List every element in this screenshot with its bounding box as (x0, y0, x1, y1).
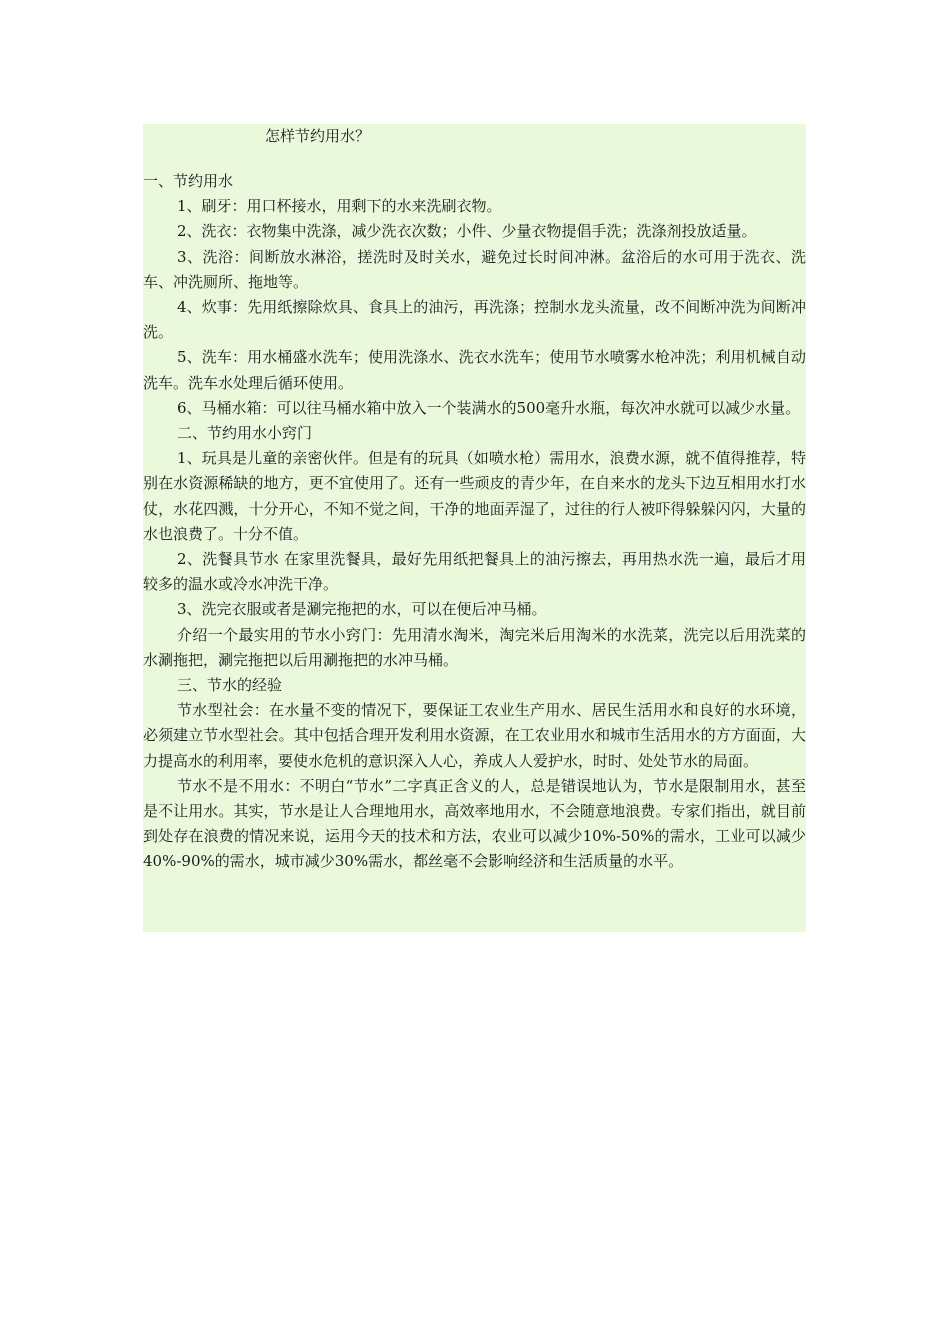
document-body (143, 124, 806, 932)
section-2-paragraph-4: 介绍一个最实用的节水小窍门：先用清水淘米，淘完米后用淘米的水洗菜，洗完以后用洗菜的水涮拖把，涮完拖把以后用涮拖把的水冲马桶。 (143, 625, 806, 669)
section-3-paragraph-1: 节水型社会：在水量不变的情况下，要保证工农业生产用水、居民生活用水和良好的水环境，必须建立节水型社会。其中包括合理开发利用水资源，在工农业用水和城市生活用水的方方面面，大力提高水的利用率，要使水危机的意识深入人心，养成人人爱护水，时时、处处节水的局面。 (143, 701, 806, 770)
section-1-paragraph-4: 4、炊事：先用纸擦除炊具、食具上的油污，再洗涤；控制水龙头流量，改不间断冲洗为间断冲洗。 (143, 298, 806, 342)
document-title: 怎样节约用水？ (265, 127, 371, 145)
section-heading-1: 一、节约用水 (143, 172, 234, 190)
section-2-paragraph-1: 1、玩具是儿童的亲密伙伴。但是有的玩具（如喷水枪）需用水，浪费水源，就不值得推荐，特别在水资源稀缺的地方，更不宜使用了。还有一些顽皮的青少年，在自来水的龙头下边互相用水打水仗，水花四溅，十分开心，不知不觉之间，干净的地面弄湿了，过往的行人被吓得躲躲闪闪，大量的水也浪费了。十分不值。 (143, 449, 806, 543)
section-heading-2: 二、节约用水小窍门 (177, 424, 313, 443)
section-1-paragraph-1: 1、刷牙：用口杯接水，用剩下的水来洗刷衣物。 (177, 197, 502, 216)
section-2-paragraph-3: 3、洗完衣服或者是涮完拖把的水，可以在便后冲马桶。 (177, 600, 547, 619)
section-3-paragraph-2: 节水不是不用水：不明白“节水”二字真正含义的人，总是错误地认为，节水是限制用水，甚至是不让用水。其实，节水是让人合理地用水，高效率地用水，不会随意地浪费。专家们指出，就目前到处存在浪费的情况来说，运用今天的技术和方法，农业可以减少10%-50%的需水，工业可以减少40%-90%的需水，城市减少30%需水，都丝毫不会影响经济和生活质量的水平。 (143, 776, 806, 871)
section-2-paragraph-2: 2、洗餐具节水 在家里洗餐具，最好先用纸把餐具上的油污擦去，再用热水洗一遍，最后才用较多的温水或冷水冲洗干净。 (143, 550, 806, 594)
section-1-paragraph-2: 2、洗衣：衣物集中洗涤，减少洗衣次数；小件、少量衣物提倡手洗；洗涤剂投放适量。 (177, 222, 757, 241)
section-1-paragraph-5: 5、洗车：用水桶盛水洗车；使用洗涤水、洗衣水洗车；使用节水喷雾水枪冲洗；利用机械自动洗车。洗车水处理后循环使用。 (143, 348, 806, 392)
section-1-paragraph-3: 3、洗浴：间断放水淋浴，搓洗时及时关水，避免过长时间冲淋。盆浴后的水可用于洗衣、洗车、冲洗厕所、拖地等。 (143, 247, 806, 291)
title-spacer (143, 149, 806, 169)
section-heading-3: 三、节水的经验 (177, 676, 283, 695)
section-1-paragraph-6: 6、马桶水箱：可以往马桶水箱中放入一个装满水的500毫升水瓶，每次冲水就可以减少水量。 (177, 398, 801, 417)
